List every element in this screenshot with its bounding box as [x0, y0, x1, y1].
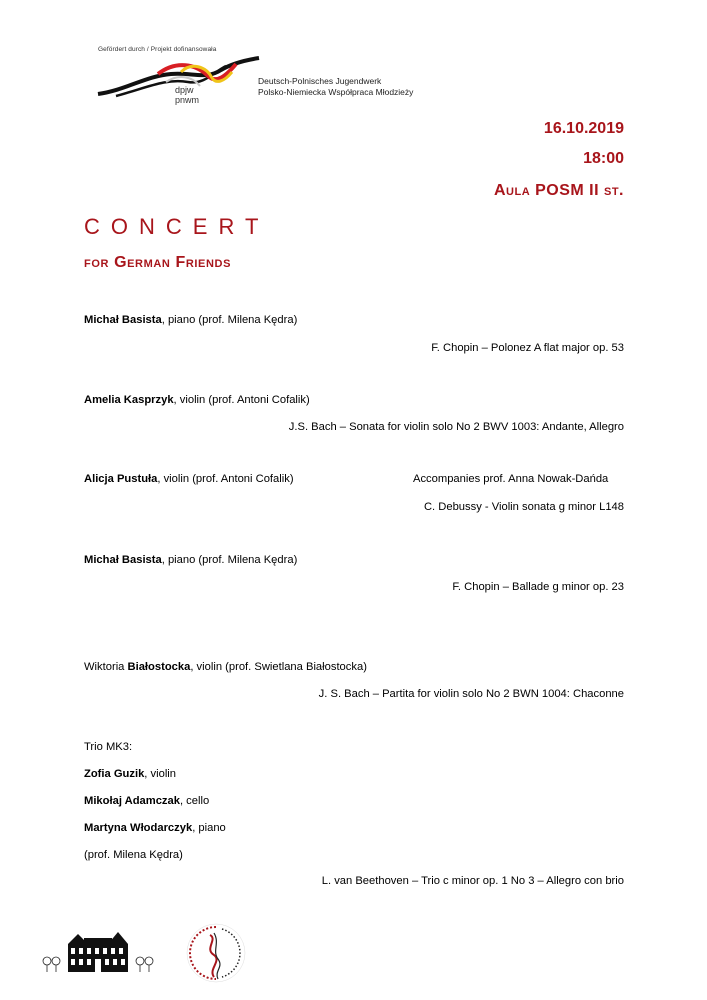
piece-line: J.S. Bach – Sonata for violin solo No 2 BWV 1003: Andante, Allegro — [288, 421, 624, 433]
piece-line: C. Debussy - Violin sonata g minor L148 — [423, 501, 624, 513]
event-venue: Aula POSM II st. — [493, 182, 624, 199]
org-name-pl: Polsko-Niemiecka Współpraca Młodzieży — [258, 87, 414, 97]
school-building-logo — [40, 926, 158, 974]
organization-names — [258, 76, 413, 98]
concert-subtitle: for German Friends — [84, 254, 232, 271]
performer-name: Amelia Kasprzyk — [84, 394, 174, 406]
event-date: 16.10.2019 — [543, 120, 624, 137]
org-name-de: Deutsch-Polnisches Jugendwerk — [258, 76, 382, 86]
performer-name: Białostocka — [127, 661, 191, 673]
logo-abbreviation — [175, 85, 199, 105]
performer-details: , violin (prof. Antoni Cofalik) — [157, 473, 294, 485]
performer-details: , piano (prof. Milena Kędra) — [161, 554, 298, 566]
performer-first-name: Wiktoria — [84, 661, 128, 673]
music-school-seal-logo — [184, 921, 248, 985]
member-name: Martyna Włodarczyk — [84, 822, 193, 834]
member-instrument: , cello — [179, 795, 210, 807]
funding-note: Gefördert durch / Projekt dofinansowała — [98, 46, 217, 53]
piece-line: F. Chopin – Polonez A flat major op. 53 — [431, 342, 624, 354]
trio-member — [84, 768, 176, 780]
performer-details: , violin (prof. Antoni Cofalik) — [173, 394, 310, 406]
performer-name: Michał Basista — [84, 554, 162, 566]
member-name: Mikołaj Adamczak — [84, 795, 180, 807]
member-instrument: , violin — [144, 768, 177, 780]
performer-name: Alicja Pustuła — [84, 473, 158, 485]
performer-line — [84, 554, 297, 566]
logo-abbr-pnwm: pnwm — [175, 95, 200, 105]
member-instrument: , piano — [192, 822, 226, 834]
trio-member — [84, 822, 226, 834]
trio-name: Trio MK3: — [84, 741, 133, 753]
event-time: 18:00 — [583, 150, 624, 167]
concert-title: CONCERT — [84, 214, 270, 239]
piece-line: J. S. Bach – Partita for violin solo No 2 BWN 1004: Chaconne — [318, 688, 624, 700]
performer-details: , piano (prof. Milena Kędra) — [161, 314, 298, 326]
accompanist-line: Accompanies prof. Anna Nowak-Dańda — [413, 473, 609, 485]
logo-abbr-dpjw: dpjw — [175, 85, 194, 95]
performer-name: Michał Basista — [84, 314, 162, 326]
trio-member — [84, 795, 209, 807]
performer-line — [84, 473, 294, 485]
performer-line — [84, 661, 367, 673]
piece-line: F. Chopin – Ballade g minor op. 23 — [452, 581, 624, 593]
piece-line: L. van Beethoven – Trio c minor op. 1 No 3 – Allegro con brio — [321, 875, 624, 887]
performer-line — [84, 394, 310, 406]
performer-line — [84, 314, 297, 326]
trio-teacher: (prof. Milena Kędra) — [84, 849, 183, 861]
performer-details: , violin (prof. Swietlana Białostocka) — [190, 661, 367, 673]
member-name: Zofia Guzik — [84, 768, 145, 780]
